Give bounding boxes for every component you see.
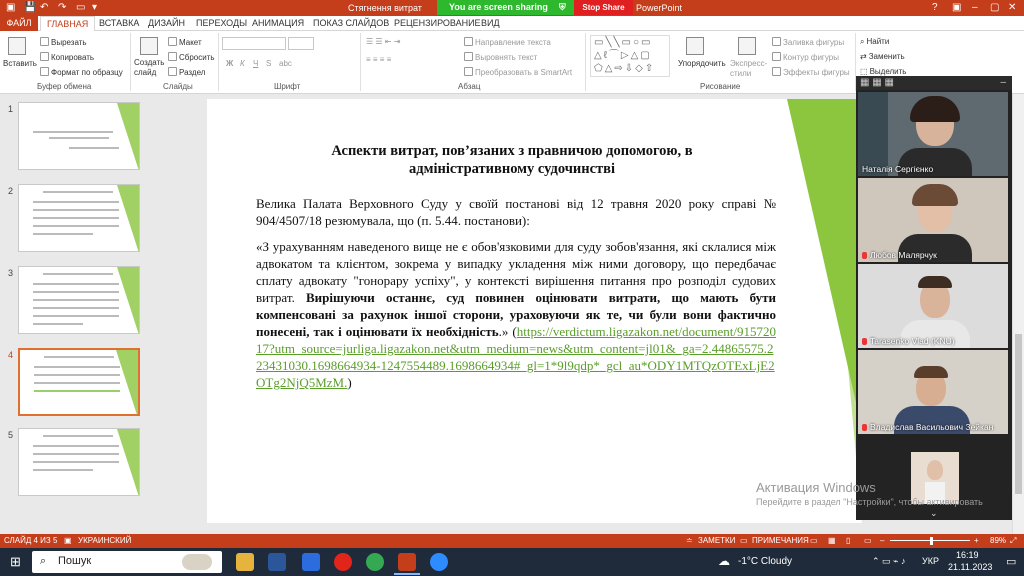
slide-thumbnail-1[interactable] <box>18 102 140 170</box>
comments-button[interactable]: ПРИМЕЧАНИЯ <box>752 536 809 545</box>
search-icon: ⌕ <box>40 555 47 567</box>
app-icon: ▣ <box>6 2 16 13</box>
reading-view-icon[interactable]: ▯ <box>846 536 851 545</box>
taskbar-app-icon[interactable] <box>302 553 320 571</box>
redo-icon[interactable]: ↷ <box>58 2 67 13</box>
thumbnail-text <box>43 435 113 437</box>
slide-quote-paragraph[interactable] <box>256 238 776 391</box>
tab-animation[interactable]: АНИМАЦИЯ <box>252 18 305 28</box>
thumbnail-text <box>34 374 120 376</box>
participant-hair <box>910 96 960 122</box>
thumbnail-text <box>34 390 120 392</box>
arrange-icon <box>686 37 704 55</box>
cloud-icon: ☁ <box>718 554 730 568</box>
quote-bold-text: Вирішуючи останнє, суд повинен оцінювати витрати, що мають бути компенсовані за рахунок іншої сторони, ураховуючи як те, чи були вони фактично понесені, так і оцінювати їх необхідність <box>256 290 776 339</box>
tab-review[interactable]: РЕЦЕНЗИРОВАНИЕ <box>394 18 481 28</box>
thumbnail-text <box>33 209 119 211</box>
effects-icon <box>772 67 781 76</box>
keyboard-language[interactable]: УКР <box>922 556 939 566</box>
thumbnail-text <box>33 131 113 133</box>
text-direction-icon <box>464 37 473 46</box>
slide-thumbnail-2[interactable] <box>18 184 140 252</box>
muted-mic-icon <box>862 338 867 345</box>
comments-icon: ▭ <box>740 536 748 545</box>
new-slide-icon <box>140 37 158 55</box>
slide-paragraph[interactable]: Велика Палата Верховного Суду у своїй постанові від 12 травня 2020 року справі № 904/4507/18 резюмувала, що (п. 5.44. постанови): <box>256 196 776 228</box>
muted-mic-icon <box>862 424 867 431</box>
underline-icon[interactable]: Ч <box>253 59 259 68</box>
participant-tile[interactable] <box>858 178 1008 262</box>
close-paren: ) <box>347 375 352 390</box>
strike-icon[interactable]: abc <box>279 59 292 68</box>
reset-icon <box>168 52 177 61</box>
slide-thumbnail-4[interactable] <box>18 348 140 416</box>
layout-button[interactable]: Макет <box>168 37 202 47</box>
normal-view-icon[interactable]: ▭ <box>810 536 818 545</box>
app-title: PowerPoint <box>636 3 683 13</box>
new-slide-button[interactable]: Создать слайд <box>134 58 165 77</box>
participant-tile[interactable] <box>858 92 1008 176</box>
tab-home[interactable]: ГЛАВНАЯ <box>40 16 95 32</box>
divider <box>360 33 361 91</box>
shape-outline-button[interactable]: Контур фигуры <box>772 52 839 62</box>
opera-icon[interactable] <box>334 553 352 571</box>
shape-fill-button[interactable]: Заливка фигуры <box>772 37 844 47</box>
gallery-view-icon[interactable]: ▦ ▦ ▦ <box>860 77 894 88</box>
source-link[interactable]: https://verdictum.ligazakon.net/document/91572017?utm_source=jurliga.ligazakon.net&utm_medium=news&utm_content=jl01&_ga=2.44865575.223431030.1698664934-1247554489.1698664934#_gl=1*9l9qdp*_gcl_au*ODY1MTQzOTExLjE2OTg2NjQ5MzM. <box>256 324 776 390</box>
collapse-icon[interactable]: – <box>1000 77 1006 88</box>
cut-button[interactable]: Вырезать <box>40 37 87 47</box>
thumbnail-text <box>33 323 83 325</box>
shapes-gallery[interactable]: ▭╲╲▭○▭ △ℓ⌒▷△▢ ⬠△⇨⇩◇⇧ <box>590 35 670 77</box>
italic-icon[interactable]: К <box>240 59 245 68</box>
font-name-box[interactable] <box>222 37 286 50</box>
bing-highlight-icon[interactable] <box>182 554 212 570</box>
participant-hair <box>912 184 958 206</box>
layout-icon <box>168 37 177 46</box>
shield-icon: ⛨ <box>559 2 566 12</box>
tab-transitions[interactable]: ПЕРЕХОДЫ <box>196 18 248 28</box>
smartart-button[interactable]: Преобразовать в SmartArt <box>464 67 572 77</box>
thumbnail-text <box>33 283 119 285</box>
thumbnail-text <box>33 217 119 219</box>
chrome-icon[interactable] <box>366 553 384 571</box>
customize-quick-access-icon[interactable]: ▾ <box>92 2 98 13</box>
watermark-title: Активация Windows <box>756 480 876 495</box>
powerpoint-icon[interactable] <box>398 553 416 571</box>
title-bar <box>0 0 1024 16</box>
windows-activation-watermark <box>756 480 983 507</box>
thumbnail-decoration <box>117 267 139 334</box>
tab-design[interactable]: ДИЗАЙН <box>148 18 185 28</box>
clipboard-group-label: Буфер обмена <box>37 82 92 91</box>
drawing-group-label: Рисование <box>700 82 741 91</box>
copy-icon <box>40 52 49 61</box>
participant-face <box>927 460 943 480</box>
system-tray-icons[interactable]: ⌃ ▭ ⌁ ♪ <box>872 556 906 566</box>
thumbnail-text <box>49 137 109 139</box>
shadow-icon[interactable]: S <box>266 59 272 68</box>
tab-view[interactable]: ВИД <box>481 18 500 28</box>
status-bar <box>0 534 1024 548</box>
ribbon-tabs <box>0 16 1024 31</box>
thumbnail-text <box>33 225 119 227</box>
video-participants-panel <box>856 76 1012 520</box>
scissors-icon <box>40 37 49 46</box>
slide-number: 5 <box>8 430 14 440</box>
divider <box>585 33 586 91</box>
search-icon: ⌕ <box>860 37 865 46</box>
maximize-icon[interactable]: ▢ <box>990 2 1000 13</box>
thumbnail-text <box>33 299 119 301</box>
thumbnail-text <box>33 315 119 317</box>
zoom-in-icon[interactable]: + <box>974 536 979 545</box>
zoom-slider-thumb[interactable] <box>930 537 933 545</box>
minimize-icon[interactable]: – <box>972 2 978 13</box>
align-text-icon <box>464 52 473 61</box>
find-button[interactable]: ⌕ Найти <box>860 37 890 46</box>
notification-icon[interactable]: ▭ <box>1006 556 1017 568</box>
paragraph-group-label: Абзац <box>458 82 481 91</box>
thumbnail-text <box>44 356 114 358</box>
quick-styles-button[interactable]: Экспресс-стили <box>730 59 768 78</box>
slide-canvas[interactable] <box>207 99 862 523</box>
outline-icon <box>772 52 781 61</box>
save-icon[interactable]: 💾 <box>24 2 37 13</box>
align-text-button[interactable]: Выровнять текст <box>464 52 537 62</box>
thumbnail-text <box>33 469 93 471</box>
paste-icon <box>8 37 26 55</box>
zoom-app-icon[interactable] <box>430 553 448 571</box>
windows-taskbar <box>0 548 1024 576</box>
thumbnail-text <box>33 233 93 235</box>
screen-sharing-bar <box>437 0 633 15</box>
participant-tile[interactable] <box>858 264 1008 348</box>
fill-icon <box>772 37 781 46</box>
spellcheck-icon[interactable]: ▣ <box>64 536 72 545</box>
thumbnail-decoration <box>117 185 139 252</box>
scrollbar-thumb[interactable] <box>1015 334 1022 494</box>
quote-end: .» ( <box>498 324 517 339</box>
thumbnail-text <box>33 307 119 309</box>
clock-time[interactable]: 16:19 <box>956 550 979 560</box>
undo-icon[interactable]: ↶ <box>40 2 49 13</box>
align-icons[interactable]: ≡ ≡ ≡ ≡ <box>366 55 392 64</box>
thumbnail-text <box>43 191 113 193</box>
participant-label: Tarasenko Vlad (KNU) <box>862 336 955 346</box>
fit-slide-icon[interactable]: ⤢ <box>1010 536 1017 545</box>
section-icon <box>168 67 177 76</box>
quote-text: «З урахуванням наведеного вище не є обов'язковими для суду зобов'язання, які склалися між адвокатом та клієнтом, зокрема у випадку укладення між ними договору, що передбачає сплату адвокату "гонорару успіху", у контексті вирішення питання про розподіл судових витрат. <box>256 239 776 305</box>
tab-slideshow[interactable]: ПОКАЗ СЛАЙДОВ <box>313 18 390 28</box>
slide-number: 2 <box>8 186 14 196</box>
help-icon[interactable]: ? <box>932 2 938 13</box>
slide-count: СЛАЙД 4 ИЗ 5 <box>4 536 58 545</box>
clock-date[interactable]: 21.11.2023 <box>948 562 993 572</box>
search-placeholder: Пошук <box>58 555 92 567</box>
thumbnail-text <box>33 453 119 455</box>
participant-hair <box>918 276 952 288</box>
slide-decoration <box>787 99 862 429</box>
thumbnail-decoration <box>117 429 139 496</box>
thumbnail-text <box>34 366 120 368</box>
slide-number: 4 <box>8 350 14 360</box>
close-icon[interactable]: ✕ <box>1008 2 1017 13</box>
file-explorer-icon[interactable] <box>236 553 254 571</box>
participant-label: Любов Малярчук <box>862 250 937 260</box>
slide-thumbnail-3[interactable] <box>18 266 140 334</box>
font-group-label: Шрифт <box>274 82 301 91</box>
font-size-box[interactable] <box>288 37 314 50</box>
chevron-down-icon[interactable]: ⌄ <box>930 508 938 518</box>
format-painter-button[interactable]: Формат по образцу <box>40 67 123 77</box>
active-app-indicator <box>394 573 420 575</box>
thumbnail-text <box>33 445 119 447</box>
thumbnail-text <box>43 273 113 275</box>
copy-button[interactable]: Копировать <box>40 52 94 62</box>
participant-tile[interactable] <box>858 350 1008 434</box>
slide-number: 1 <box>8 104 14 114</box>
section-button[interactable]: Раздел <box>168 67 205 77</box>
sorter-view-icon[interactable]: ▦ <box>828 536 836 545</box>
paste-button[interactable]: Вставить <box>3 59 37 68</box>
shape-effects-button[interactable]: Эффекты фигуры <box>772 67 850 77</box>
muted-mic-icon <box>862 252 867 259</box>
windows-start-icon[interactable]: ⊞ <box>10 554 21 569</box>
slide-thumbnail-5[interactable] <box>18 428 140 496</box>
divider <box>218 33 219 91</box>
slides-group-label: Слайды <box>163 82 193 91</box>
reset-button[interactable]: Сбросить <box>168 52 215 62</box>
zoom-out-icon[interactable]: – <box>880 536 885 545</box>
participant-name: Наталія Сергієнко <box>862 164 934 174</box>
sharing-status-text: You are screen sharing <box>449 2 548 12</box>
quick-styles-icon <box>738 37 756 55</box>
thumbnail-text <box>33 291 119 293</box>
document-title: Стягнення витрат <box>348 3 422 13</box>
tab-insert[interactable]: ВСТАВКА <box>99 18 140 28</box>
zoom-level[interactable]: 89% <box>990 536 1007 545</box>
bold-icon[interactable]: Ж <box>226 59 234 68</box>
word-icon[interactable] <box>268 553 286 571</box>
slide-thumbnail-pane <box>0 94 146 534</box>
replace-button[interactable]: ⇄ Заменить <box>860 52 905 61</box>
tab-file[interactable]: ФАЙЛ <box>0 16 38 31</box>
select-button[interactable]: ⬚ Выделить <box>860 67 907 76</box>
participant-label: Владислав Васильович Зейкан <box>862 422 993 432</box>
video-panel-header <box>856 76 1012 90</box>
replace-icon: ⇄ <box>860 52 867 61</box>
notes-icon: ≐ <box>686 536 693 545</box>
weather-text[interactable]: -1°C Cloudy <box>738 556 793 567</box>
watermark-subtitle: Перейдите в раздел "Настройки", чтобы активировать <box>756 497 983 507</box>
thumbnail-text <box>33 461 119 463</box>
smartart-icon <box>464 67 473 76</box>
slide-title[interactable]: Аспекти витрат, пов’язаних з правничою допомогою, в адміністративному судочинстві <box>331 143 693 177</box>
bullets-icon[interactable]: ☰ ☰ ⇤ ⇥ <box>366 37 401 46</box>
thumbnail-text <box>33 201 119 203</box>
brush-icon <box>40 67 49 76</box>
participant-hair <box>914 366 948 378</box>
select-icon: ⬚ <box>860 67 868 76</box>
vertical-scrollbar[interactable] <box>1012 94 1024 534</box>
notes-button[interactable]: ЗАМЕТКИ <box>698 536 736 545</box>
slideshow-view-icon[interactable]: ▭ <box>864 536 872 545</box>
language-status[interactable]: УКРАИНСКИЙ <box>78 536 132 545</box>
slide-number: 3 <box>8 268 14 278</box>
stop-share-button[interactable]: Stop Share <box>574 0 633 15</box>
present-icon[interactable]: ▭ <box>76 2 86 13</box>
thumbnail-text <box>69 147 119 149</box>
divider <box>130 33 131 91</box>
text-direction-button[interactable]: Направление текста <box>464 37 551 47</box>
thumbnail-decoration <box>117 103 139 170</box>
arrange-button[interactable]: Упорядочить <box>678 59 726 68</box>
thumbnail-text <box>34 382 120 384</box>
ribbon-display-icon[interactable]: ▣ <box>952 2 962 13</box>
